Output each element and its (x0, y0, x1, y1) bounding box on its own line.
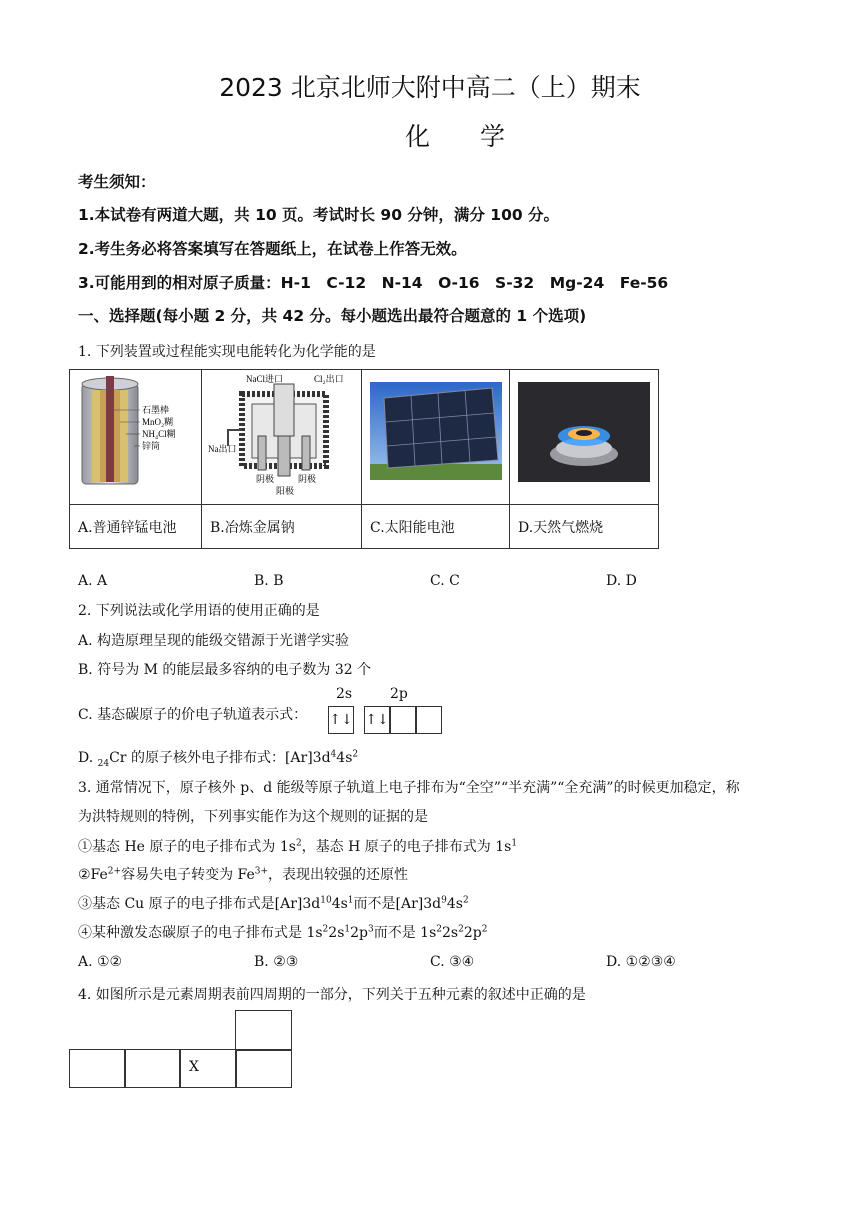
q1-option-b: B. B (254, 573, 284, 589)
q1-label-c: C.太阳能电池 (362, 505, 510, 549)
annotation-graphite-rod: 石墨棒 (142, 405, 170, 415)
q2-stem: 2. 下列说法或化学用语的使用正确的是 (78, 603, 320, 619)
q3-option-c: C. ③④ (430, 954, 475, 970)
orbital-box-2s: ↑↓ (328, 706, 354, 734)
q1-image-cell-b (202, 370, 362, 505)
q3-stem-line-2: 为洪特规则的特例，下列事实能作为这个规则的证据的是 (78, 809, 428, 825)
q1-option-a: A. A (78, 573, 108, 589)
exam-title: 2023 北京北师大附中高二（上）期末 (219, 73, 641, 102)
zinc-manganese-battery-image (70, 370, 201, 500)
q3-stem-line-1: 3. 通常情况下，原子核外 p、d 能级等原子轨道上电子排布为“全空”“半充满”“全充满”的时候更加稳定，称 (78, 780, 740, 796)
q1-image-cell-a (70, 370, 202, 505)
q1-label-a: A.普通锌锰电池 (70, 505, 202, 549)
q1-option-d: D. D (606, 573, 637, 589)
periodic-cell-4 (235, 1049, 292, 1088)
annotation-nacl-inlet: NaCl进口 (246, 374, 283, 384)
q1-image-cell-c (362, 370, 510, 505)
orbital-box-2p-2 (390, 706, 416, 734)
orbital-label-2p: 2p (390, 686, 408, 702)
q1-stem: 1. 下列装置或过程能实现电能转化为化学能的是 (78, 344, 376, 360)
q1-image-cell-d (510, 370, 659, 505)
periodic-cell-top (235, 1010, 292, 1051)
q3-item-3: ③基态 Cu 原子的电子排布式是$[Ar]3d^{10}4s^1$而不是$[Ar]3d^94s^2$ (78, 895, 469, 912)
periodic-cell-x-label: X (189, 1059, 199, 1075)
annotation-zinc-can: 锌筒 (142, 441, 161, 451)
annotation-cathode-2: 阴极 (298, 474, 317, 484)
orbital-box-2p-3 (416, 706, 442, 734)
q1-option-c: C. C (430, 573, 460, 589)
annotation-mno2: MnO₂糊 (142, 417, 174, 427)
q2-option-b: B. 符号为 M 的能层最多容纳的电子数为 32 个 (78, 662, 372, 678)
q4-stem: 4. 如图所示是元素周期表前四周期的一部分，下列关于五种元素的叙述中正确的是 (78, 987, 586, 1003)
q3-option-d: D. ①②③④ (606, 954, 676, 970)
q3-item-4: ④某种激发态碳原子的电子排布式是 $1s^22s^12p^3$而不是 $1s^22s^22p^2$ (78, 924, 488, 941)
periodic-cell-x (179, 1049, 237, 1088)
notice-item-1: 1.本试卷有两道大题，共 10 页。考试时长 90 分钟，满分 100 分。 (78, 206, 560, 224)
annotation-anode: 阳极 (276, 486, 295, 496)
sodium-electrolysis-cell-image (202, 370, 361, 500)
q1-label-d: D.天然气燃烧 (510, 505, 659, 549)
q1-label-b: B.冶炼金属钠 (202, 505, 362, 549)
q2-option-a: A. 构造原理呈现的能级交错源于光谱学实验 (78, 633, 350, 649)
orbital-label-2s: 2s (336, 686, 353, 702)
gas-flame-image (510, 370, 658, 500)
subject-title: 化学 (404, 122, 555, 151)
annotation-na-outlet: Na出口 (208, 444, 237, 454)
notice-item-3: 3.可能用到的相对原子质量：H-1 C-12 N-14 O-16 S-32 Mg-24 Fe-56 (78, 274, 669, 292)
q3-option-a: A. ①② (78, 954, 123, 970)
annotation-nh4cl: NH₄Cl糊 (142, 429, 176, 439)
periodic-cell-2 (124, 1049, 181, 1088)
q3-option-b: B. ②③ (254, 954, 299, 970)
solar-panel-image (362, 370, 509, 500)
annotation-cathode-1: 阴极 (256, 474, 275, 484)
annotation-cl2-outlet: Cl₂出口 (314, 374, 344, 384)
section-heading: 一、选择题(每小题 2 分，共 42 分。每小题选出最符合题意的 1 个选项) (78, 307, 587, 325)
q2-option-d: D. $_{24}$Cr 的原子核外电子排布式：$[Ar]3d^44s^2$ (78, 749, 359, 769)
q1-option-table (69, 369, 659, 549)
q3-item-2: $②Fe^{2+}$容易失电子转变为 $Fe^{3+}$，表现出较强的还原性 (78, 866, 409, 883)
periodic-cell-1 (69, 1049, 126, 1088)
orbital-box-2p-1: ↑↓ (364, 706, 390, 734)
notice-heading: 考生须知： (78, 173, 156, 191)
q2-option-c: C. 基态碳原子的价电子轨道表示式： (78, 707, 308, 723)
q3-item-1: ①基态 He 原子的电子排布式为 $1s^2$，基态 H 原子的电子排布式为 $1s^1$ (78, 838, 518, 855)
notice-item-2: 2.考生务必将答案填写在答题纸上，在试卷上作答无效。 (78, 240, 467, 258)
